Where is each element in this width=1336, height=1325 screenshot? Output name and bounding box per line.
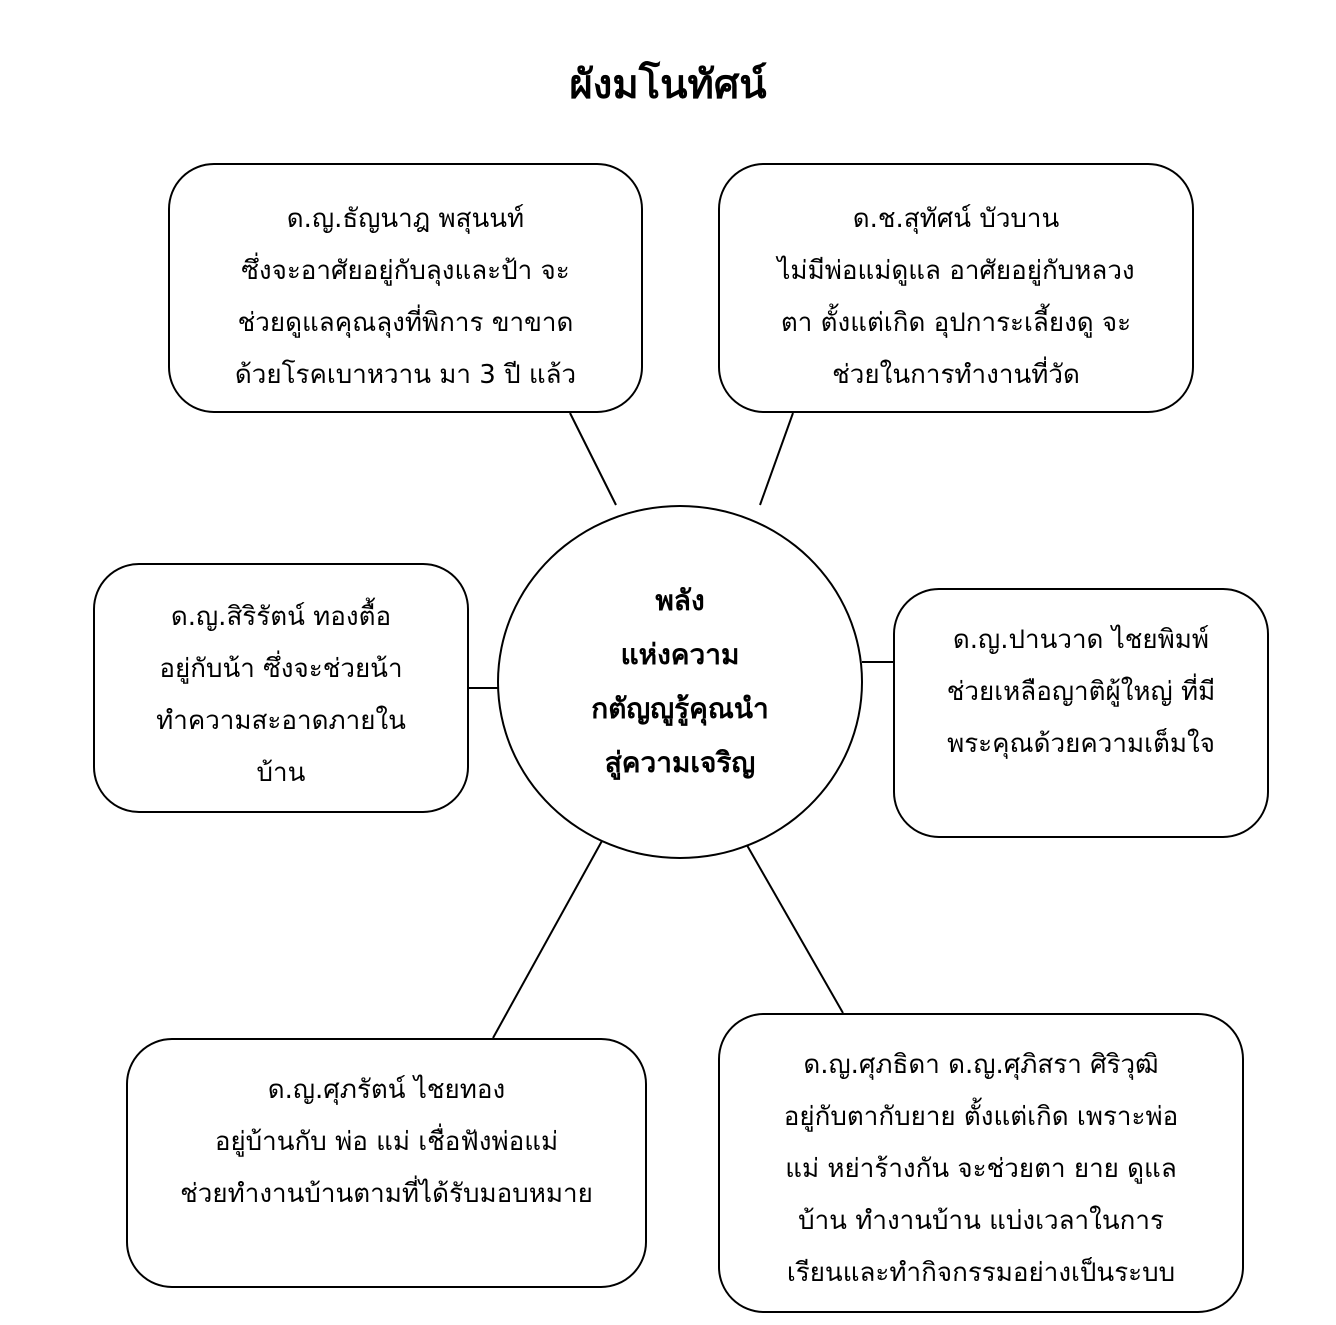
- node-line: ด้วยโรคเบาหวาน มา 3 ปี แล้ว: [234, 360, 577, 390]
- node-line: อยู่กับน้า ซึ่งจะช่วยน้า: [159, 654, 403, 684]
- center-line: แห่งความ: [620, 638, 740, 671]
- node-line: บ้าน ทำงานบ้าน แบ่งเวลาในการ: [798, 1206, 1164, 1236]
- node-line: ไม่มีพ่อแม่ดูแล อาศัยอยู่กับหลวง: [777, 256, 1135, 286]
- node-line: ช่วยทำงานบ้านตามที่ได้รับมอบหมาย: [180, 1179, 593, 1209]
- node-line: ด.ญ.ธัญนาฎ พสุนนท์: [286, 204, 525, 234]
- node-line: ตา ตั้งแต่เกิด อุปการะเลี้ยงดู จะ: [780, 308, 1132, 338]
- connector-top-right: [760, 413, 793, 505]
- node-line: ด.ช.สุทัศน์ บัวบาน: [852, 204, 1060, 234]
- node-line: ซึ่งจะอาศัยอยู่กับลุงและป้า จะ: [241, 256, 570, 286]
- node-line: แม่ หย่าร้างกัน จะช่วยตา ยาย ดูแล: [785, 1154, 1177, 1184]
- node-left: [93, 563, 469, 813]
- center-line: กตัญญูรู้คุณนำ: [591, 692, 769, 725]
- node-line: ด.ญ.ปานวาด ไชยพิมพ์: [952, 625, 1210, 655]
- node-top-left: [168, 163, 643, 413]
- node-line: ช่วยดูแลคุณลุงที่พิการ ขาขาด: [237, 308, 574, 338]
- node-line: ด.ญ.ศุภธิดา ด.ญ.ศุภิสรา ศิริวุฒิ: [803, 1050, 1159, 1080]
- node-line: เรียนและทำกิจกรรมอย่างเป็นระบบ: [786, 1258, 1176, 1288]
- node-line: บ้าน: [256, 758, 306, 788]
- node-line: พระคุณด้วยความเต็มใจ: [947, 729, 1215, 759]
- node-line: ช่วยเหลือญาติผู้ใหญ่ ที่มี: [946, 677, 1216, 707]
- center-concept: [497, 505, 863, 859]
- connector-top-left: [570, 413, 616, 505]
- node-line: อยู่บ้านกับ พ่อ แม่ เชื่อฟังพ่อแม่: [214, 1127, 559, 1157]
- node-line: อยู่กับตากับยาย ตั้งแต่เกิด เพราะพ่อ: [783, 1102, 1179, 1132]
- node-line: ช่วยในการทำงานที่วัด: [832, 360, 1080, 390]
- node-right: [893, 588, 1269, 838]
- node-line: ทำความสะอาดภายใน: [156, 706, 406, 736]
- node-top-right: [718, 163, 1194, 413]
- node-line: ด.ญ.สิริรัตน์ ทองตื้อ: [170, 602, 392, 632]
- center-line: สู่ความเจริญ: [604, 746, 756, 779]
- node-bottom-left: [126, 1038, 647, 1288]
- center-line: พลัง: [655, 584, 705, 617]
- connector-bottom-left: [493, 830, 608, 1038]
- diagram-title: ผังมโนทัศน์: [569, 62, 767, 108]
- connector-bottom-right: [744, 840, 843, 1013]
- node-line: ด.ญ.ศุภรัตน์ ไชยทอง: [267, 1075, 506, 1105]
- node-bottom-right: [718, 1013, 1244, 1313]
